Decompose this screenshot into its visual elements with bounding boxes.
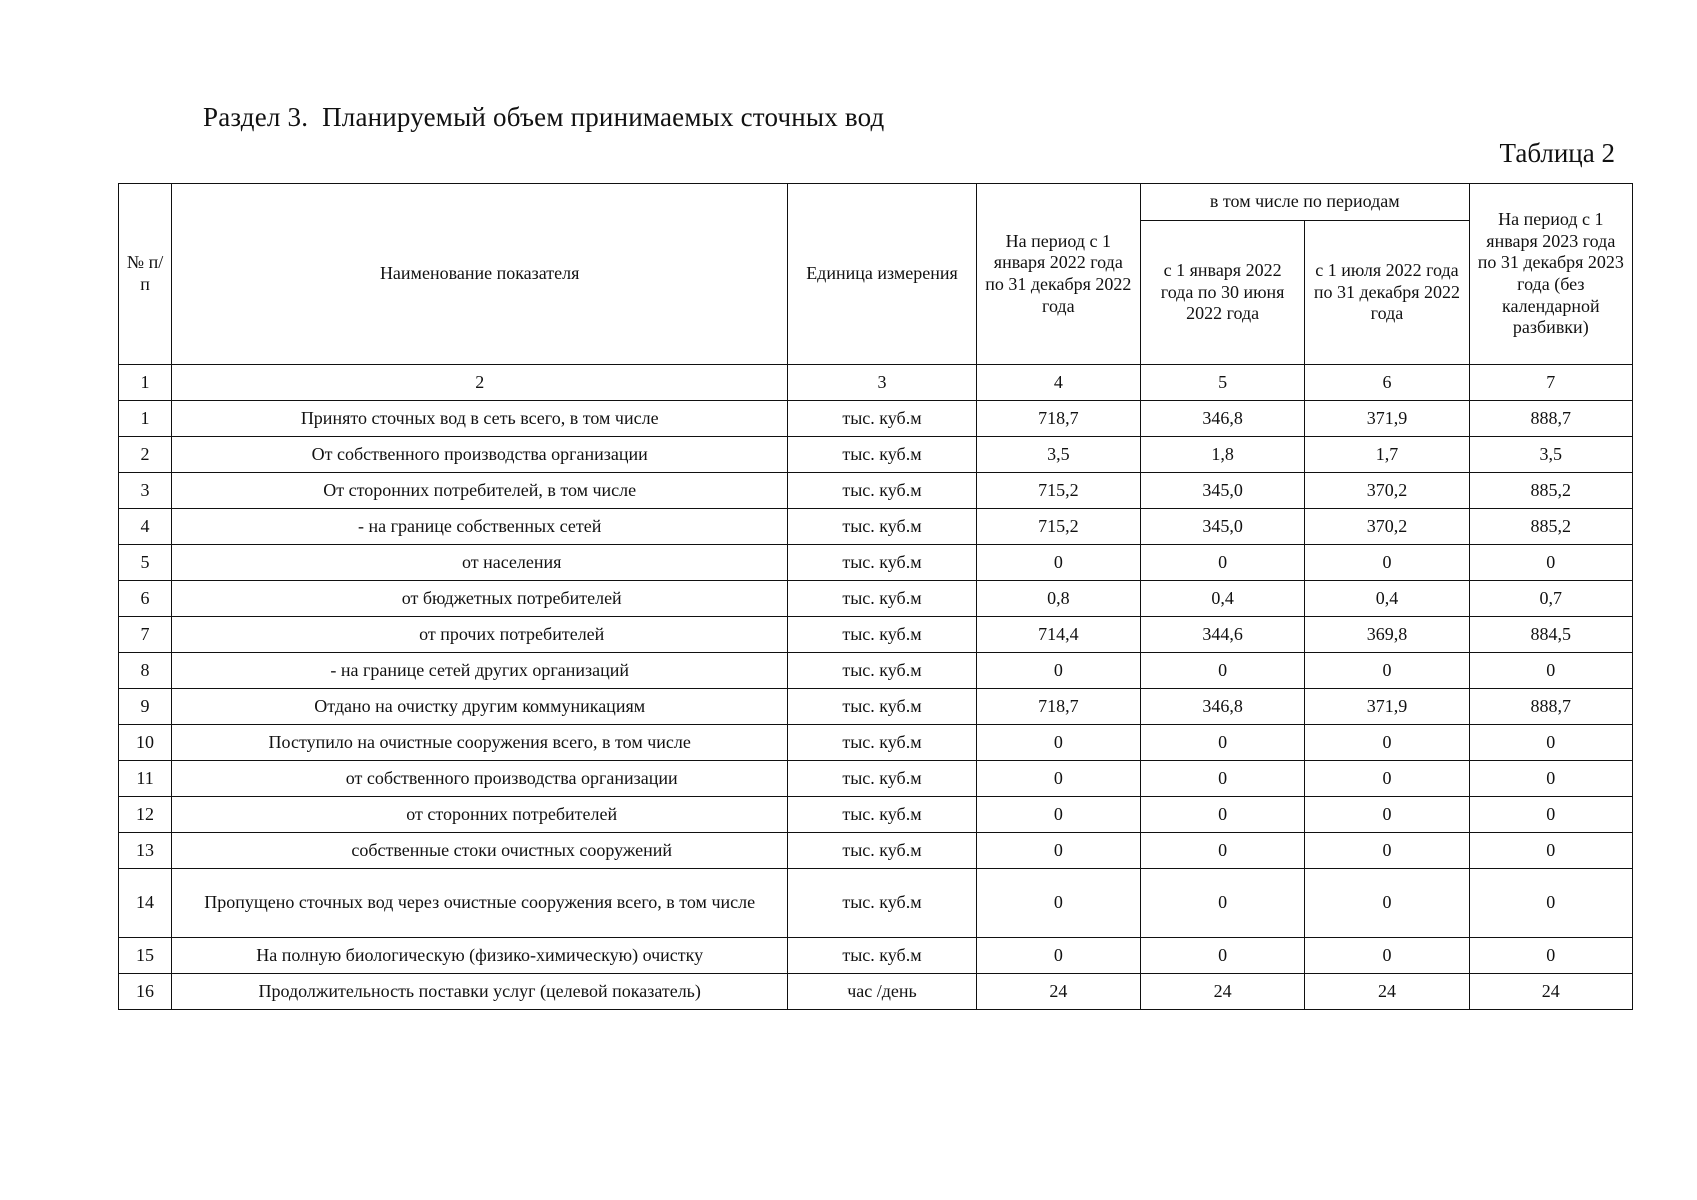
row-unit: тыс. куб.м <box>788 545 976 581</box>
row-value-2023: 884,5 <box>1469 617 1632 653</box>
table-row <box>119 473 1633 509</box>
row-unit: тыс. куб.м <box>788 797 976 833</box>
row-name: от бюджетных потребителей <box>172 581 788 617</box>
row-number: 1 <box>119 401 172 437</box>
row-value-h2: 0 <box>1305 869 1469 938</box>
row-value-h1: 1,8 <box>1140 437 1304 473</box>
row-unit: тыс. куб.м <box>788 761 976 797</box>
section-title: Раздел 3. Планируемый объем принимаемых сточных вод <box>203 102 885 132</box>
table-row <box>119 437 1633 473</box>
row-number: 6 <box>119 581 172 617</box>
column-number: 7 <box>1469 365 1632 401</box>
row-name: - на границе сетей других организаций <box>172 653 788 689</box>
row-unit: тыс. куб.м <box>788 833 976 869</box>
row-value-2022: 715,2 <box>976 473 1140 509</box>
row-value-h2: 0 <box>1305 797 1469 833</box>
row-value-2022: 0 <box>976 545 1140 581</box>
row-name: от сторонних потребителей <box>172 797 788 833</box>
row-unit: тыс. куб.м <box>788 869 976 938</box>
table-row <box>119 797 1633 833</box>
table-row <box>119 689 1633 725</box>
row-number: 8 <box>119 653 172 689</box>
row-value-h2: 0 <box>1305 653 1469 689</box>
row-value-2023: 0 <box>1469 833 1632 869</box>
row-value-h2: 0 <box>1305 938 1469 974</box>
column-number: 4 <box>976 365 1140 401</box>
row-value-2023: 0 <box>1469 725 1632 761</box>
row-value-h1: 345,0 <box>1140 473 1304 509</box>
column-number: 3 <box>788 365 976 401</box>
row-number: 4 <box>119 509 172 545</box>
header-period-2022: На период с 1 января 2022 года по 31 декабря 2022 года <box>976 184 1140 365</box>
row-number: 10 <box>119 725 172 761</box>
row-value-2022: 0 <box>976 725 1140 761</box>
row-value-2022: 0 <box>976 761 1140 797</box>
row-number: 11 <box>119 761 172 797</box>
row-number: 13 <box>119 833 172 869</box>
row-value-2022: 715,2 <box>976 509 1140 545</box>
row-value-2023: 888,7 <box>1469 689 1632 725</box>
row-name: от населения <box>172 545 788 581</box>
row-unit: тыс. куб.м <box>788 473 976 509</box>
row-value-h1: 0,4 <box>1140 581 1304 617</box>
row-name: От собственного производства организации <box>172 437 788 473</box>
row-value-h1: 344,6 <box>1140 617 1304 653</box>
row-number: 5 <box>119 545 172 581</box>
row-unit: час /день <box>788 974 976 1010</box>
row-unit: тыс. куб.м <box>788 689 976 725</box>
row-value-2023: 0 <box>1469 653 1632 689</box>
row-value-h2: 0,4 <box>1305 581 1469 617</box>
row-value-h2: 370,2 <box>1305 509 1469 545</box>
table-row <box>119 617 1633 653</box>
row-value-h2: 0 <box>1305 761 1469 797</box>
column-number: 1 <box>119 365 172 401</box>
row-name: Продолжительность поставки услуг (целевой показатель) <box>172 974 788 1010</box>
row-value-2022: 0 <box>976 833 1140 869</box>
row-name: Поступило на очистные сооружения всего, в том числе <box>172 725 788 761</box>
header-by-periods: в том числе по периодам <box>1140 184 1469 221</box>
row-value-2023: 3,5 <box>1469 437 1632 473</box>
table-row <box>119 581 1633 617</box>
header-period-h2: с 1 июля 2022 года по 31 декабря 2022 года <box>1305 221 1469 365</box>
header-row-top <box>119 184 1633 221</box>
row-value-2023: 0 <box>1469 938 1632 974</box>
row-number: 9 <box>119 689 172 725</box>
table-row <box>119 653 1633 689</box>
row-unit: тыс. куб.м <box>788 509 976 545</box>
row-number: 15 <box>119 938 172 974</box>
row-value-2023: 0 <box>1469 797 1632 833</box>
row-value-h2: 371,9 <box>1305 401 1469 437</box>
row-unit: тыс. куб.м <box>788 725 976 761</box>
row-value-2022: 0 <box>976 797 1140 833</box>
row-number: 14 <box>119 869 172 938</box>
row-name: собственные стоки очистных сооружений <box>172 833 788 869</box>
table-label: Таблица 2 <box>1499 138 1615 168</box>
header-period-h1: с 1 января 2022 года по 30 июня 2022 года <box>1140 221 1304 365</box>
row-name: От сторонних потребителей, в том числе <box>172 473 788 509</box>
row-number: 7 <box>119 617 172 653</box>
row-value-h2: 0 <box>1305 545 1469 581</box>
column-numbers-row <box>119 365 1633 401</box>
row-name: от собственного производства организации <box>172 761 788 797</box>
table-row <box>119 509 1633 545</box>
row-name: Принято сточных вод в сеть всего, в том числе <box>172 401 788 437</box>
row-unit: тыс. куб.м <box>788 617 976 653</box>
row-value-2022: 0 <box>976 938 1140 974</box>
table-row <box>119 974 1633 1010</box>
row-value-h1: 0 <box>1140 797 1304 833</box>
row-value-h1: 345,0 <box>1140 509 1304 545</box>
row-value-h2: 371,9 <box>1305 689 1469 725</box>
row-value-h1: 0 <box>1140 869 1304 938</box>
row-unit: тыс. куб.м <box>788 653 976 689</box>
table-row <box>119 833 1633 869</box>
row-name: Отдано на очистку другим коммуникациям <box>172 689 788 725</box>
row-unit: тыс. куб.м <box>788 938 976 974</box>
row-value-h1: 0 <box>1140 938 1304 974</box>
row-value-h1: 0 <box>1140 725 1304 761</box>
row-value-2023: 0,7 <box>1469 581 1632 617</box>
row-value-2023: 24 <box>1469 974 1632 1010</box>
row-value-2023: 888,7 <box>1469 401 1632 437</box>
row-value-2023: 885,2 <box>1469 509 1632 545</box>
row-value-h1: 0 <box>1140 545 1304 581</box>
row-value-2022: 714,4 <box>976 617 1140 653</box>
row-value-2023: 0 <box>1469 761 1632 797</box>
row-value-2023: 0 <box>1469 545 1632 581</box>
row-value-h2: 0 <box>1305 725 1469 761</box>
table-row <box>119 761 1633 797</box>
table-body <box>119 401 1633 1010</box>
row-name: На полную биологическую (физико-химическую) очистку <box>172 938 788 974</box>
row-value-2023: 885,2 <box>1469 473 1632 509</box>
row-number: 3 <box>119 473 172 509</box>
row-name: Пропущено сточных вод через очистные сооружения всего, в том числе <box>172 869 788 938</box>
row-value-2022: 0,8 <box>976 581 1140 617</box>
header-name: Наименование показателя <box>172 184 788 365</box>
row-number: 12 <box>119 797 172 833</box>
row-value-h1: 24 <box>1140 974 1304 1010</box>
row-value-2022: 718,7 <box>976 401 1140 437</box>
table-row <box>119 938 1633 974</box>
table-row <box>119 725 1633 761</box>
row-value-2023: 0 <box>1469 869 1632 938</box>
row-value-h1: 346,8 <box>1140 689 1304 725</box>
column-number: 2 <box>172 365 788 401</box>
row-value-h1: 0 <box>1140 653 1304 689</box>
table-row <box>119 545 1633 581</box>
row-unit: тыс. куб.м <box>788 581 976 617</box>
row-value-h2: 1,7 <box>1305 437 1469 473</box>
header-unit: Единица измерения <box>788 184 976 365</box>
column-number: 6 <box>1305 365 1469 401</box>
table-row <box>119 869 1633 938</box>
row-value-2022: 24 <box>976 974 1140 1010</box>
row-value-h1: 346,8 <box>1140 401 1304 437</box>
row-value-h2: 0 <box>1305 833 1469 869</box>
row-number: 2 <box>119 437 172 473</box>
wastewater-volume-table <box>118 183 1633 1010</box>
row-value-2022: 718,7 <box>976 689 1140 725</box>
row-value-h2: 370,2 <box>1305 473 1469 509</box>
row-unit: тыс. куб.м <box>788 437 976 473</box>
row-number: 16 <box>119 974 172 1010</box>
table-row <box>119 401 1633 437</box>
row-value-2022: 0 <box>976 869 1140 938</box>
header-period-2023: На период с 1 января 2023 года по 31 декабря 2023 года (без календарной разбивки) <box>1469 184 1632 365</box>
row-unit: тыс. куб.м <box>788 401 976 437</box>
column-number: 5 <box>1140 365 1304 401</box>
row-value-h2: 369,8 <box>1305 617 1469 653</box>
row-value-2022: 0 <box>976 653 1140 689</box>
row-value-h2: 24 <box>1305 974 1469 1010</box>
row-value-h1: 0 <box>1140 761 1304 797</box>
row-name: от прочих потребителей <box>172 617 788 653</box>
row-value-h1: 0 <box>1140 833 1304 869</box>
row-value-2022: 3,5 <box>976 437 1140 473</box>
header-num: № п/п <box>119 184 172 365</box>
row-name: - на границе собственных сетей <box>172 509 788 545</box>
